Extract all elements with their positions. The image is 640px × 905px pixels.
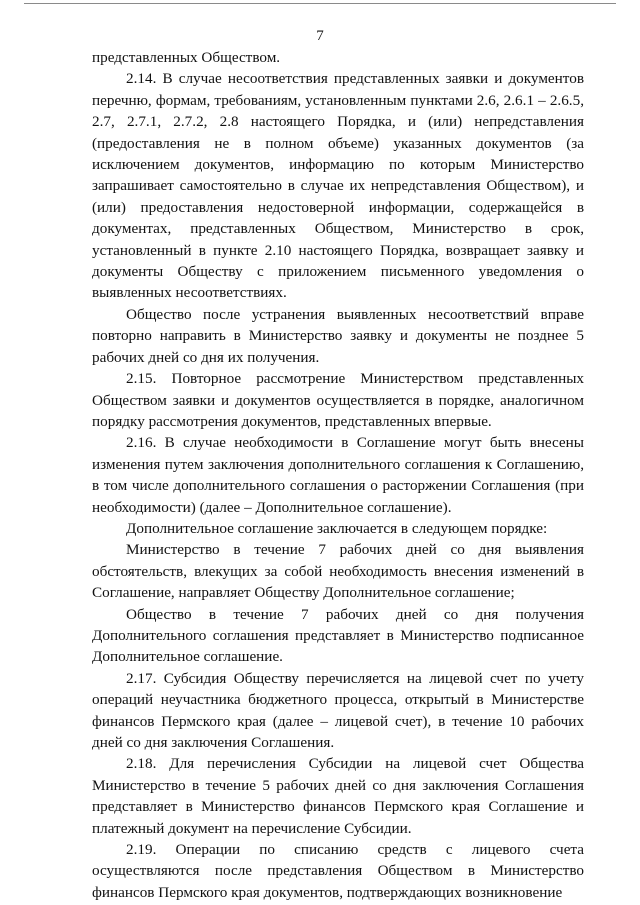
paragraph-2-16-ministry-step: Министерство в течение 7 рабочих дней со дня выявления обстоятельств, влекущих за собой необходимость внесения изменений в Соглашение, направляет Обществу Дополнительное соглашение;: [92, 541, 584, 602]
document-body: [92, 47, 584, 903]
paragraph-2-16-company-step: Общество в течение 7 рабочих дней со дня получения Дополнительного соглашения представляет в Министерство подписанное Дополнительное соглашение.: [92, 605, 584, 666]
paragraph-2-19: 2.19. Операции по списанию средств с лицевого счета осуществляются после представления Обществом в Министерство финансов Пермского края документов, подтверждающих возникновение: [92, 841, 584, 901]
paragraph-2-16-procedure: Дополнительное соглашение заключается в следующем порядке:: [126, 519, 548, 537]
paragraph-2-16: 2.16. В случае необходимости в Соглашение могут быть внесены изменения путем заключения дополнительного соглашения к Соглашению, в том числе дополнительного соглашения о расторжении Соглашения (при необходимости) (далее – Дополнительное соглашение).: [92, 434, 584, 516]
page-number: 7: [316, 28, 324, 44]
paragraph-2-14-resubmission: Общество после устранения выявленных несоответствий вправе повторно направить в Министерство заявку и документы не позднее 5 рабочих дней со дня их получения.: [92, 305, 584, 366]
paragraph-2-18: 2.18. Для перечисления Субсидии на лицевой счет Общества Министерство в течение 5 рабочих дней со дня заключения Соглашения представляет в Министерство финансов Пермского края Соглашение и платежный документ на перечисление Субсидии.: [92, 755, 584, 837]
page-top-edge-line: [24, 3, 616, 4]
paragraph-2-17: 2.17. Субсидия Обществу перечисляется на лицевой счет по учету операций неучастника бюджетного процесса, открытый в Министерстве финансов Пермского края (далее – лицевой счет), в течение 10 рабочих дней со дня заключения Соглашения.: [92, 669, 584, 751]
paragraph-2-14: 2.14. В случае несоответствия представленных заявки и документов перечню, формам, требованиям, установленным пунктами 2.6, 2.6.1 – 2.6.5, 2.7, 2.7.1, 2.7.2, 2.8 настоящего Порядка, и (или) непредставления (предоставления не в полном объеме) указанных документов (за исключением документов, информацию по которым Министерство запрашивает самостоятельно в случае их непредставления Обществом), и (или) предоставления недостоверной информации, содержащейся в документах, представленных Обществом, Министерство в срок, установленный в пункте 2.10 настоящего Порядка, возвращает заявку и документы Обществу с приложением письменного уведомления о выявленных несоответствиях.: [92, 70, 584, 302]
paragraph-continuation: представленных Обществом.: [92, 49, 281, 66]
paragraph-2-15: 2.15. Повторное рассмотрение Министерством представленных Обществом заявки и документов осуществляется в порядке, аналогичном порядку рассмотрения документов, представленных впервые.: [92, 370, 584, 430]
